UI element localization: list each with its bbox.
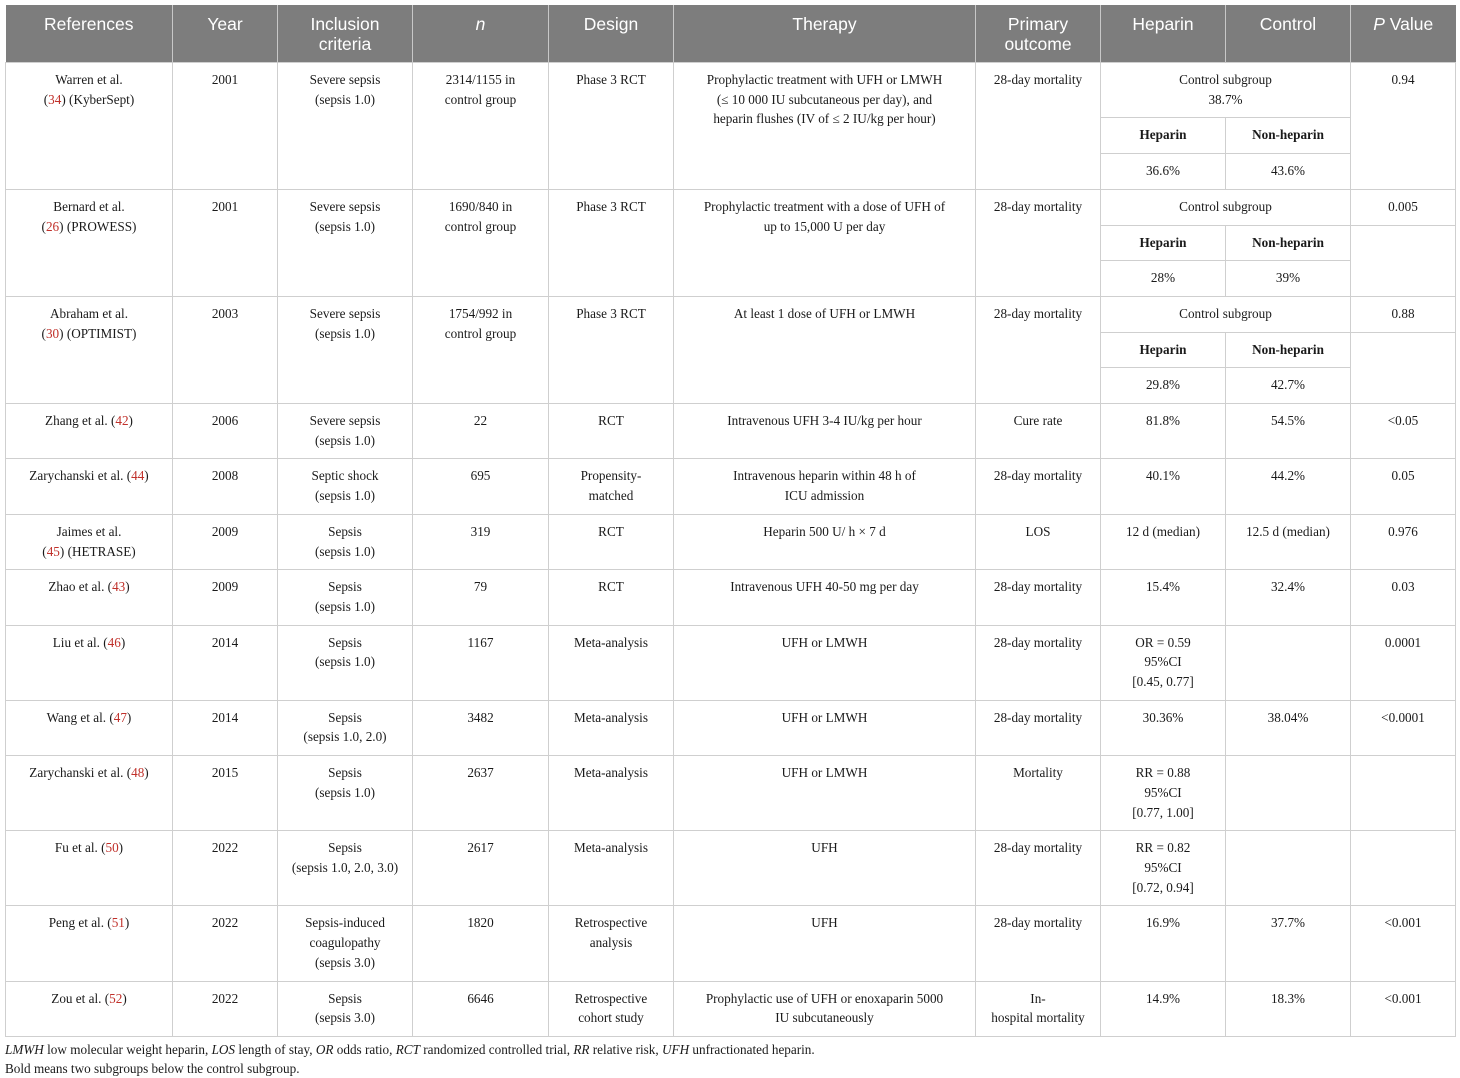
cell-year: 2001: [173, 63, 278, 190]
cell-n: 79: [413, 570, 549, 625]
cell-design: Retrospective analysis: [549, 906, 674, 981]
cell-outcome: Mortality: [976, 756, 1101, 831]
cell-n: 1754/992 in control group: [413, 296, 549, 403]
cell-year: 2006: [173, 404, 278, 459]
cell-reference: Bernard et al. (26) (PROWESS): [6, 189, 173, 296]
cell-p-empty: [1351, 332, 1456, 403]
cell-inclusion: Severe sepsis (sepsis 1.0): [278, 189, 413, 296]
cell-outcome: 28-day mortality: [976, 831, 1101, 906]
citation-link[interactable]: 48: [131, 765, 145, 781]
cell-therapy: Prophylactic treatment with a dose of UFH of up to 15,000 U per day: [674, 189, 976, 296]
cell-outcome: LOS: [976, 514, 1101, 569]
cell-inclusion: Sepsis (sepsis 3.0): [278, 981, 413, 1036]
cell-year: 2008: [173, 459, 278, 514]
table-row: [6, 906, 1456, 981]
cell-n: 22: [413, 404, 549, 459]
cell-design: Phase 3 RCT: [549, 189, 674, 296]
citation-link[interactable]: 47: [113, 709, 127, 725]
cell-heparin: 40.1%: [1101, 459, 1226, 514]
subgroup-non-heparin-label: Non-heparin: [1226, 332, 1351, 368]
cell-p-value: 0.03: [1351, 570, 1456, 625]
cell-inclusion: Sepsis (sepsis 1.0): [278, 514, 413, 569]
header-heparin: Heparin: [1101, 5, 1226, 63]
cell-heparin: 12 d (median): [1101, 514, 1226, 569]
cell-control-subgroup: Control subgroup: [1101, 189, 1351, 225]
cell-therapy: UFH: [674, 906, 976, 981]
cell-n: 6646: [413, 981, 549, 1036]
table-row: [6, 459, 1456, 514]
cell-therapy: Intravenous UFH 40-50 mg per day: [674, 570, 976, 625]
cell-n: 3482: [413, 700, 549, 755]
cell-design: Meta-analysis: [549, 756, 674, 831]
cell-outcome: 28-day mortality: [976, 189, 1101, 296]
cell-year: 2009: [173, 570, 278, 625]
cell-inclusion: Sepsis (sepsis 1.0): [278, 625, 413, 700]
cell-p-value: <0.0001: [1351, 700, 1456, 755]
cell-year: 2015: [173, 756, 278, 831]
subgroup-non-heparin-label: Non-heparin: [1226, 118, 1351, 154]
cell-reference: Liu et al. (46): [6, 625, 173, 700]
cell-n: 2617: [413, 831, 549, 906]
cell-inclusion: Sepsis-induced coagulopathy (sepsis 3.0): [278, 906, 413, 981]
cell-design: RCT: [549, 514, 674, 569]
cell-heparin: RR = 0.82 95%CI [0.72, 0.94]: [1101, 831, 1226, 906]
header-references: References: [6, 5, 173, 63]
cell-design: Propensity- matched: [549, 459, 674, 514]
cell-p-value: 0.88: [1351, 296, 1456, 332]
cell-reference: Zhang et al. (42): [6, 404, 173, 459]
cell-reference: Zhao et al. (43): [6, 570, 173, 625]
cell-therapy: Intravenous UFH 3-4 IU/kg per hour: [674, 404, 976, 459]
cell-design: Meta-analysis: [549, 700, 674, 755]
table-footnote: [5, 1040, 1455, 1078]
cell-control: 37.7%: [1226, 906, 1351, 981]
cell-control: [1226, 625, 1351, 700]
cell-inclusion: Sepsis (sepsis 1.0, 2.0, 3.0): [278, 831, 413, 906]
cell-n: 319: [413, 514, 549, 569]
cell-heparin: RR = 0.88 95%CI [0.77, 1.00]: [1101, 756, 1226, 831]
cell-inclusion: Septic shock (sepsis 1.0): [278, 459, 413, 514]
header-control: Control: [1226, 5, 1351, 63]
citation-link[interactable]: 45: [46, 543, 60, 559]
citation-link[interactable]: 44: [131, 468, 145, 484]
header-n: n: [413, 5, 549, 63]
cell-reference: Warren et al. (34) (KyberSept): [6, 63, 173, 190]
cell-year: 2001: [173, 189, 278, 296]
cell-control: 54.5%: [1226, 404, 1351, 459]
citation-link[interactable]: 34: [48, 91, 62, 107]
cell-n: 1690/840 in control group: [413, 189, 549, 296]
cell-p-value: <0.001: [1351, 981, 1456, 1036]
cell-p-empty: [1351, 225, 1456, 296]
cell-control: 44.2%: [1226, 459, 1351, 514]
cell-n: 695: [413, 459, 549, 514]
cell-design: Meta-analysis: [549, 831, 674, 906]
cell-design: Phase 3 RCT: [549, 296, 674, 403]
cell-heparin: 14.9%: [1101, 981, 1226, 1036]
cell-year: 2022: [173, 906, 278, 981]
table-row: [6, 831, 1456, 906]
cell-p-value: <0.05: [1351, 404, 1456, 459]
subgroup-non-heparin-value: 39%: [1226, 261, 1351, 297]
cell-therapy: Prophylactic use of UFH or enoxaparin 5000 IU subcutaneously: [674, 981, 976, 1036]
cell-control: 18.3%: [1226, 981, 1351, 1036]
cell-control-subgroup: Control subgroup: [1101, 296, 1351, 332]
cell-heparin: 81.8%: [1101, 404, 1226, 459]
cell-inclusion: Severe sepsis (sepsis 1.0): [278, 63, 413, 190]
subgroup-heparin-label: Heparin: [1101, 118, 1226, 154]
cell-therapy: Prophylactic treatment with UFH or LMWH (≤ 10 000 IU subcutaneous per day), and heparin flushes (IV of ≤ 2 IU/kg per hour): [674, 63, 976, 190]
cell-design: Meta-analysis: [549, 625, 674, 700]
cell-control: 32.4%: [1226, 570, 1351, 625]
header-inclusion-criteria: Inclusion criteria: [278, 5, 413, 63]
header-design: Design: [549, 5, 674, 63]
cell-control: [1226, 831, 1351, 906]
cell-inclusion: Sepsis (sepsis 1.0): [278, 756, 413, 831]
cell-control: [1226, 756, 1351, 831]
cell-therapy: UFH: [674, 831, 976, 906]
citation-link[interactable]: 30: [45, 325, 60, 341]
table-container: [5, 5, 1455, 1078]
cell-outcome: 28-day mortality: [976, 296, 1101, 403]
header-primary-outcome: Primary outcome: [976, 5, 1101, 63]
cell-therapy: UFH or LMWH: [674, 756, 976, 831]
cell-outcome: 28-day mortality: [976, 459, 1101, 514]
cell-design: Phase 3 RCT: [549, 63, 674, 190]
cell-outcome: 28-day mortality: [976, 570, 1101, 625]
cell-control-subgroup: Control subgroup 38.7%: [1101, 63, 1351, 118]
cell-outcome: Cure rate: [976, 404, 1101, 459]
cell-year: 2022: [173, 831, 278, 906]
cell-reference: Wang et al. (47): [6, 700, 173, 755]
cell-heparin: 30.36%: [1101, 700, 1226, 755]
cell-year: 2009: [173, 514, 278, 569]
cell-year: 2003: [173, 296, 278, 403]
cell-n: 1820: [413, 906, 549, 981]
cell-reference: Fu et al. (50): [6, 831, 173, 906]
cell-heparin: 16.9%: [1101, 906, 1226, 981]
cell-therapy: At least 1 dose of UFH or LMWH: [674, 296, 976, 403]
table-row: [6, 514, 1456, 569]
footnote-abbreviations: LMWH low molecular weight heparin, LOS length of stay, OR odds ratio, RCT randomized controlled trial, RR relative risk, UFH unfractionated heparin.: [5, 1041, 815, 1057]
cell-reference: Jaimes et al. (45) (HETRASE): [6, 514, 173, 569]
subgroup-non-heparin-value: 43.6%: [1226, 154, 1351, 190]
cell-reference: Peng et al. (51): [6, 906, 173, 981]
citation-link[interactable]: 51: [111, 915, 125, 931]
cell-p-value: 0.05: [1351, 459, 1456, 514]
cell-p-value: 0.0001: [1351, 625, 1456, 700]
header-year: Year: [173, 5, 278, 63]
table-row: [6, 570, 1456, 625]
cell-year: 2014: [173, 700, 278, 755]
footnote-bold-note: Bold means two subgroups below the control subgroup.: [5, 1060, 300, 1076]
cell-outcome: 28-day mortality: [976, 700, 1101, 755]
subgroup-heparin-value: 29.8%: [1101, 368, 1226, 404]
cell-outcome: In- hospital mortality: [976, 981, 1101, 1036]
cell-therapy: UFH or LMWH: [674, 625, 976, 700]
cell-year: 2014: [173, 625, 278, 700]
cell-therapy: Heparin 500 U/ h × 7 d: [674, 514, 976, 569]
cell-therapy: UFH or LMWH: [674, 700, 976, 755]
table-row: [6, 296, 1456, 332]
cell-reference: Zou et al. (52): [6, 981, 173, 1036]
cell-design: RCT: [549, 570, 674, 625]
cell-p-value: <0.001: [1351, 906, 1456, 981]
subgroup-heparin-value: 28%: [1101, 261, 1226, 297]
cell-p-value: [1351, 756, 1456, 831]
cell-inclusion: Sepsis (sepsis 1.0, 2.0): [278, 700, 413, 755]
cell-design: Retrospective cohort study: [549, 981, 674, 1036]
citation-link[interactable]: 50: [105, 840, 119, 856]
subgroup-non-heparin-label: Non-heparin: [1226, 225, 1351, 261]
citation-link[interactable]: 42: [115, 413, 129, 429]
cell-heparin: 15.4%: [1101, 570, 1226, 625]
table-row: [6, 756, 1456, 831]
cell-outcome: 28-day mortality: [976, 625, 1101, 700]
header-p-value: P Value: [1351, 5, 1456, 63]
cell-design: RCT: [549, 404, 674, 459]
cell-inclusion: Severe sepsis (sepsis 1.0): [278, 296, 413, 403]
citation-link[interactable]: 26: [45, 218, 60, 234]
cell-control: 38.04%: [1226, 700, 1351, 755]
cell-heparin: OR = 0.59 95%CI [0.45, 0.77]: [1101, 625, 1226, 700]
cell-outcome: 28-day mortality: [976, 63, 1101, 190]
cell-p-value: 0.976: [1351, 514, 1456, 569]
cell-n: 2637: [413, 756, 549, 831]
cell-p-value: [1351, 831, 1456, 906]
cell-p-value: 0.005: [1351, 189, 1456, 225]
cell-inclusion: Sepsis (sepsis 1.0): [278, 570, 413, 625]
subgroup-non-heparin-value: 42.7%: [1226, 368, 1351, 404]
citation-link[interactable]: 43: [112, 579, 126, 595]
table-row: [6, 981, 1456, 1036]
table-row: [6, 63, 1456, 118]
cell-p-value: 0.94: [1351, 63, 1456, 190]
table-row: [6, 189, 1456, 225]
table-row: [6, 404, 1456, 459]
table-row: [6, 625, 1456, 700]
heparin-sepsis-table: [5, 5, 1456, 1037]
cell-control: 12.5 d (median): [1226, 514, 1351, 569]
subgroup-heparin-label: Heparin: [1101, 225, 1226, 261]
cell-reference: Zarychanski et al. (44): [6, 459, 173, 514]
subgroup-heparin-label: Heparin: [1101, 332, 1226, 368]
header-row: [6, 5, 1456, 63]
header-therapy: Therapy: [674, 5, 976, 63]
cell-n: 2314/1155 in control group: [413, 63, 549, 190]
cell-inclusion: Severe sepsis (sepsis 1.0): [278, 404, 413, 459]
citation-link[interactable]: 52: [109, 990, 123, 1006]
cell-reference: Abraham et al. (30) (OPTIMIST): [6, 296, 173, 403]
cell-n: 1167: [413, 625, 549, 700]
cell-outcome: 28-day mortality: [976, 906, 1101, 981]
citation-link[interactable]: 46: [107, 634, 121, 650]
table-row: [6, 700, 1456, 755]
cell-year: 2022: [173, 981, 278, 1036]
cell-reference: Zarychanski et al. (48): [6, 756, 173, 831]
cell-therapy: Intravenous heparin within 48 h of ICU admission: [674, 459, 976, 514]
subgroup-heparin-value: 36.6%: [1101, 154, 1226, 190]
